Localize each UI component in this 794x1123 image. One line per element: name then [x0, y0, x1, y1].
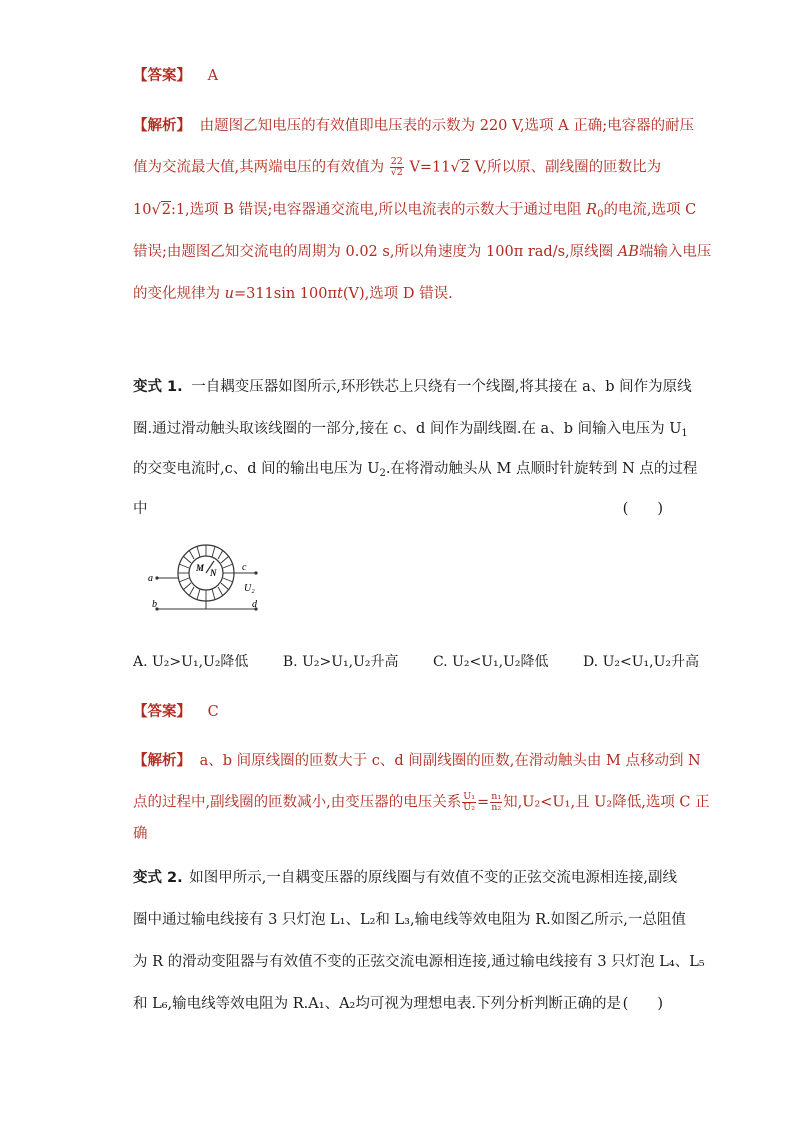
- text-span: 知,U₂<U₁,且 U₂降低,选项 C 正: [503, 794, 710, 811]
- text-span: 和 L₆,输电线等效电阻为 R.A₁、A₂均可视为理想电表.下列分析判断正确的是: [133, 996, 621, 1012]
- analysis-1-line-2: 值为交流最大值,其两端电压的有效值为 $\frac{22}{√2}$ V=11√2 V,所以原、副线圈的匝数比为: [133, 156, 662, 178]
- fraction: [490, 792, 502, 813]
- text-span: (V),选项 D 错误.: [342, 286, 453, 302]
- text-span: .在将滑动触头从 M 点顺时针旋转到 N 点的过程: [385, 461, 698, 477]
- text-span: 点的过程中,副线圈的匝数减小,由变压器的电压关系: [133, 794, 462, 811]
- label-d: d: [252, 599, 257, 610]
- analysis-1-text: 由题图乙知电压的有效值即电压表的示数为 220 V,选项 A 正确;电容器的耐压: [199, 118, 695, 134]
- sqrt-radicand: 2: [161, 202, 171, 218]
- fraction-denominator: √2: [390, 167, 403, 178]
- fraction-denominator: n₂: [491, 802, 502, 813]
- option-d[interactable]: D. U₂<U₁,U₂升高: [582, 654, 699, 670]
- variant-2-line-3: [133, 952, 705, 972]
- analysis-tag: 【解析】: [133, 753, 191, 769]
- variant-tag: 变式 1.: [133, 379, 183, 395]
- analysis-2-line-1: [133, 751, 701, 771]
- subscript: 1: [681, 428, 688, 439]
- text-span: 值为交流最大值,其两端电压的有效值为: [133, 159, 385, 176]
- answer-2: [133, 702, 663, 722]
- fraction-numerator: n₁: [491, 791, 502, 802]
- text-span: 错误;由题图乙知交流电的周期为 0.02 s,所以角速度为 100π rad/s,原线圈: [133, 244, 618, 260]
- symbol: t: [337, 286, 343, 302]
- variant-2-line-4: [133, 994, 663, 1014]
- label-b: b: [152, 599, 157, 610]
- text-span: 一自耦变压器如图所示,环形铁芯上只绕有一个线圈,将其接在 a、b 间作为原线: [191, 379, 692, 395]
- option-a[interactable]: A. U₂>U₁,U₂降低: [133, 654, 249, 670]
- text-span: :1,选项 B 错误;电容器通交流电,所以电流表的示数大于通过电阻: [170, 202, 587, 218]
- variant-2-line-1: [133, 868, 677, 888]
- answer-value: A: [207, 68, 219, 84]
- label-c: c: [242, 562, 247, 573]
- options-row: [133, 652, 699, 672]
- analysis-1-line-5: [133, 284, 663, 304]
- text-span: 的交变电流时,c、d 间的输出电压为 U: [133, 461, 380, 477]
- text-span: 如图甲所示,一自耦变压器的原线圈与有效值不变的正弦交流电源相连接,副线: [189, 870, 677, 886]
- fraction: [390, 157, 404, 178]
- variant-1-line-2: [133, 419, 688, 444]
- answer-blank: ( ): [622, 996, 663, 1012]
- wire-b: [158, 601, 206, 609]
- label-a: a: [148, 573, 153, 584]
- analysis-1-line-1: [133, 116, 695, 136]
- autotransformer-diagram: [140, 543, 280, 623]
- label-U2: U₂: [244, 583, 255, 594]
- analysis-2-line-2: 点的过程中,副线圈的匝数减小,由变压器的电压关系 $\frac{\text{U₁}}{\text{U₂}}$ = $\frac{\text{n₁}}{\text{n₂}}$ 知,U₂<U₁,且 U₂降低,选项 C 正: [133, 791, 710, 813]
- label-M: M: [196, 563, 205, 573]
- fraction-numerator: U₁: [463, 791, 476, 802]
- subscript: 2: [379, 468, 386, 479]
- symbol: u: [224, 286, 234, 302]
- answer-blank: ( ): [622, 501, 663, 517]
- text-span: V=11: [409, 159, 451, 176]
- symbol: R: [586, 202, 598, 218]
- label-N: N: [210, 568, 217, 578]
- variant-1-line-1: [133, 377, 692, 397]
- analysis-1-line-3: 10√2:1,选项 B 错误;电容器通交流电,所以电流表的示数大于通过电阻 $R_0$的电流,选项 C: [133, 202, 697, 220]
- terminal-c: [254, 571, 257, 574]
- variant-1-line-3: [133, 459, 698, 484]
- variant-tag: 变式 2.: [133, 870, 183, 886]
- answer-value: C: [207, 704, 219, 720]
- option-b[interactable]: B. U₂>U₁,U₂升高: [282, 654, 399, 670]
- text-span: 中: [133, 501, 148, 517]
- sqrt-radicand: 2: [460, 159, 470, 176]
- option-c[interactable]: C. U₂<U₁,U₂降低: [432, 654, 549, 670]
- variant-2-line-2: [133, 910, 686, 930]
- text-span: V,所以原、副线圈的匝数比为: [474, 159, 662, 176]
- text-span: 10: [133, 202, 152, 218]
- fraction-numerator: 22: [390, 156, 403, 167]
- analysis-2-line-3: [133, 824, 663, 844]
- analysis-1-line-4: [133, 242, 712, 262]
- symbol: AB: [617, 244, 639, 260]
- fraction: [462, 792, 476, 813]
- text-span: 圈中通过输电线接有 3 只灯泡 L₁、L₂和 L₃,输电线等效电阻为 R.如图乙所示,一总阻值: [133, 912, 686, 928]
- text-span: 端输入电压: [638, 244, 712, 260]
- text-span: 的电流,选项 C: [603, 202, 697, 218]
- analysis-tag: 【解析】: [133, 118, 191, 134]
- answer-1: [133, 66, 663, 86]
- text-span: 的变化规律为: [133, 286, 225, 302]
- text-span: =311sin 100π: [233, 286, 338, 302]
- subscript: 0: [597, 209, 604, 220]
- text-span: a、b 间原线圈的匝数大于 c、d 间副线圈的匝数,在滑动触头由 M 点移动到 N: [199, 753, 701, 769]
- text-span: 为 R 的滑动变阻器与有效值不变的正弦交流电源相连接,通过输电线接有 3 只灯泡 L₄、L₅: [133, 954, 705, 970]
- text-span: 确: [133, 826, 148, 842]
- answer-tag: 【答案】: [133, 704, 191, 720]
- variant-1-line-4: [133, 499, 663, 519]
- text-span: 圈.通过滑动触头取该线圈的一部分,接在 c、d 间作为副线圈.在 a、b 间输入电压为 U: [133, 421, 682, 437]
- fraction-denominator: U₂: [463, 802, 476, 813]
- terminal-a: [155, 576, 158, 579]
- answer-tag: 【答案】: [133, 68, 191, 84]
